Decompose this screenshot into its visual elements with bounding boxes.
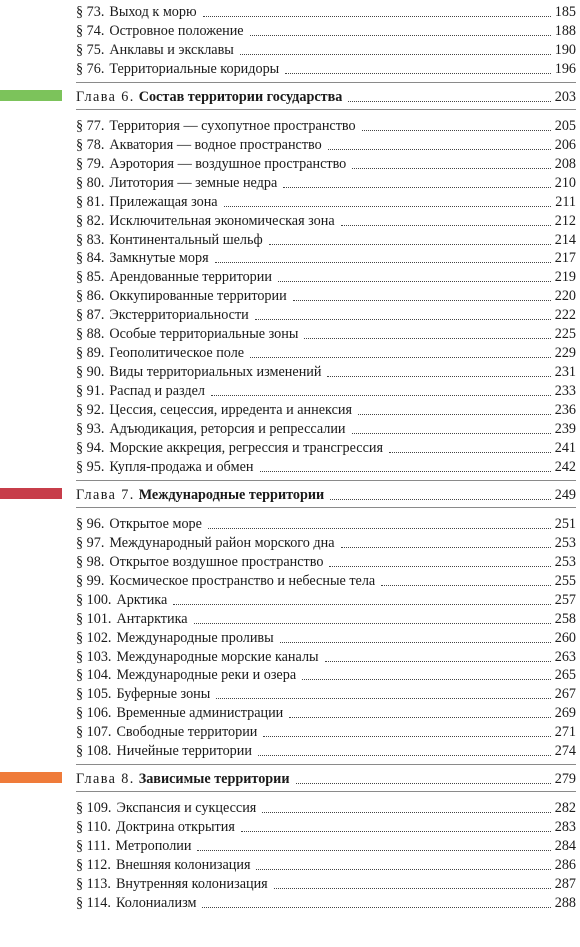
paragraph-number: § 114. (76, 894, 111, 911)
entry-title-group (76, 175, 277, 191)
page-number: 208 (554, 155, 576, 172)
dot-leader (211, 395, 551, 396)
page-number: 239 (554, 421, 576, 437)
chapter-title-group (76, 487, 324, 503)
entry-title-group (76, 838, 191, 854)
entry-title: Свободные территории (116, 724, 258, 741)
page-number: 251 (554, 515, 576, 532)
paragraph-number: § 102. (76, 629, 112, 646)
toc-entry[interactable] (76, 286, 576, 304)
entry-title: Доктрина открытия (115, 819, 235, 836)
entry-title: Акватория — водное пространство (109, 136, 322, 153)
toc-entry[interactable] (76, 893, 576, 911)
dot-leader (250, 35, 551, 36)
page-number: 222 (554, 307, 576, 324)
toc-entry[interactable] (76, 59, 576, 77)
toc-entry[interactable] (76, 855, 576, 873)
paragraph-number: § 73. (76, 4, 105, 20)
entry-title: Виды территориальных изменений (109, 364, 322, 381)
toc-entry[interactable] (76, 419, 576, 437)
paragraph-number: § 106. (76, 705, 112, 722)
entry-title: Анклавы и эксклавы (109, 41, 234, 58)
page-number: 229 (554, 345, 576, 362)
entry-title: Метрополии (115, 838, 192, 855)
chapter-title: Состав территории государства (138, 88, 343, 105)
toc-entry[interactable] (76, 590, 576, 608)
paragraph-number: § 88. (76, 326, 105, 343)
dot-leader (302, 679, 551, 680)
toc-entry[interactable] (76, 305, 576, 323)
dot-leader (241, 831, 551, 832)
toc-entry[interactable] (76, 154, 576, 172)
dot-leader (293, 300, 551, 301)
page-number: 282 (554, 800, 576, 817)
page-number: 257 (554, 591, 576, 608)
dot-leader (194, 623, 551, 624)
chapter-divider (76, 764, 576, 765)
entry-title: Островное положение (109, 22, 244, 39)
paragraph-number: § 75. (76, 41, 105, 58)
chapter-divider (76, 82, 576, 83)
paragraph-number: § 82. (76, 212, 105, 229)
page-number: 190 (554, 41, 576, 58)
chapter-divider (76, 507, 576, 508)
page-number: 253 (554, 553, 576, 570)
paragraph-number: § 96. (76, 515, 105, 532)
page-number: 225 (554, 326, 576, 343)
entry-title: Особые территориальные зоны (109, 326, 299, 343)
dot-leader (348, 101, 550, 102)
page-number: 211 (555, 193, 576, 210)
paragraph-number: § 84. (76, 250, 105, 267)
page-number: 263 (554, 648, 576, 665)
paragraph-number: § 104. (76, 667, 112, 684)
dot-leader (381, 585, 551, 586)
entry-title-group (76, 307, 249, 323)
dot-leader (325, 661, 551, 662)
paragraph-number: § 103. (76, 648, 112, 665)
entry-title-group (76, 42, 234, 58)
page-number: 271 (554, 724, 576, 741)
chapter-label: Глава 8. (76, 771, 135, 788)
dot-leader (352, 168, 550, 169)
entry-title-group (76, 250, 209, 266)
entry-title-group (76, 800, 256, 816)
dot-leader (202, 907, 550, 908)
paragraph-number: § 113. (76, 876, 111, 892)
dot-leader (224, 206, 552, 207)
entry-title-group (76, 724, 257, 740)
paragraph-number: § 83. (76, 231, 105, 248)
toc-entry[interactable] (76, 381, 576, 399)
paragraph-number: § 93. (76, 421, 105, 437)
entry-title: Континентальный шельф (109, 231, 263, 248)
paragraph-number: § 74. (76, 22, 105, 39)
dot-leader (197, 850, 550, 851)
toc-entry[interactable] (76, 135, 576, 153)
paragraph-number: § 91. (76, 383, 105, 400)
dot-leader (328, 149, 551, 150)
page-number: 287 (554, 876, 576, 892)
toc-entry[interactable] (76, 211, 576, 229)
entry-title: Космическое пространство и небесные тела (109, 572, 376, 589)
entry-title: Экстерриториальности (109, 307, 249, 324)
entry-title-group (76, 402, 352, 418)
page-number: 260 (554, 629, 576, 646)
toc-entry[interactable] (76, 514, 576, 532)
dot-leader (341, 547, 551, 548)
chapter-title: Зависимые территории (138, 771, 290, 788)
entry-title: Оккупированные территории (109, 288, 287, 305)
entry-title-group (76, 440, 383, 456)
paragraph-number: § 108. (76, 743, 112, 760)
paragraph-number: § 76. (76, 60, 105, 77)
entry-title: Открытое воздушное пространство (109, 553, 324, 570)
chapter-heading[interactable] (76, 769, 576, 787)
page-number: 265 (554, 667, 576, 684)
chapter-color-bar (0, 488, 62, 499)
dot-leader (329, 566, 550, 567)
page-number: 267 (554, 686, 576, 703)
page-number: 242 (554, 458, 576, 475)
entry-title-group (76, 326, 298, 342)
dot-leader (216, 698, 550, 699)
chapter-color-bar (0, 90, 62, 101)
dot-leader (283, 187, 550, 188)
page-number: 279 (554, 771, 576, 788)
toc-entry[interactable] (76, 609, 576, 627)
chapter-color-bar (0, 772, 62, 783)
page-number: 241 (554, 439, 576, 456)
entry-title-group (76, 611, 188, 627)
entry-title-group (76, 516, 202, 532)
entry-title-group (76, 345, 244, 361)
toc-entry[interactable] (76, 230, 576, 248)
toc-entry[interactable] (76, 343, 576, 361)
dot-leader (173, 604, 550, 605)
page-number: 219 (554, 269, 576, 286)
entry-title: Прилежащая зона (109, 193, 218, 210)
entry-title: Внешняя колонизация (115, 857, 251, 874)
entry-title: Антарктика (116, 610, 188, 627)
entry-title: Внутренняя колонизация (115, 876, 268, 892)
page-number: 220 (554, 288, 576, 305)
paragraph-number: § 94. (76, 439, 105, 456)
entry-title-group (76, 573, 375, 589)
dot-leader (274, 888, 551, 889)
paragraph-number: § 100. (76, 591, 112, 608)
chapter-title: Международные территории (138, 486, 325, 503)
paragraph-number: § 92. (76, 402, 105, 419)
page-number: 283 (554, 819, 576, 836)
page-number: 274 (554, 743, 576, 760)
chapter-divider (76, 480, 576, 481)
entry-title-group (76, 876, 268, 892)
page-number: 286 (554, 857, 576, 874)
dot-leader (330, 499, 550, 500)
dot-leader (260, 471, 551, 472)
entry-title-group (76, 61, 279, 77)
paragraph-number: § 86. (76, 288, 105, 305)
dot-leader (240, 54, 551, 55)
toc-entry[interactable] (76, 628, 576, 646)
toc-entry[interactable] (76, 40, 576, 58)
page-number: 185 (554, 4, 576, 20)
toc-entry[interactable] (76, 533, 576, 551)
entry-title: Международные реки и озера (116, 667, 297, 684)
dot-leader (208, 528, 551, 529)
page-number: 231 (554, 364, 576, 381)
entry-title-group (76, 421, 346, 437)
toc-entry[interactable] (76, 21, 576, 39)
entry-title: Адъюдикация, реторсия и репрессалии (109, 421, 346, 437)
toc-entry[interactable] (76, 438, 576, 456)
paragraph-number: § 78. (76, 136, 105, 153)
toc-entry[interactable] (76, 684, 576, 702)
entry-title-group (76, 383, 205, 399)
page-number: 269 (554, 705, 576, 722)
entry-title-group (76, 23, 244, 39)
dot-leader (341, 225, 551, 226)
paragraph-number: § 81. (76, 193, 105, 210)
toc-entry[interactable] (76, 116, 576, 134)
dot-leader (289, 717, 550, 718)
dot-leader (358, 414, 551, 415)
chapter-heading[interactable] (76, 485, 576, 503)
page-number: 284 (554, 838, 576, 855)
chapter-divider (76, 791, 576, 792)
entry-title: Открытое море (109, 515, 202, 532)
page-number: 210 (554, 174, 576, 191)
paragraph-number: § 80. (76, 174, 105, 191)
toc-entry[interactable] (76, 741, 576, 759)
page-number: 255 (554, 572, 576, 589)
paragraph-number: § 111. (76, 838, 111, 855)
chapter-divider (76, 109, 576, 110)
entry-title: Арктика (116, 591, 168, 608)
entry-title-group (76, 137, 322, 153)
entry-title: Литотория — земные недра (109, 174, 278, 191)
toc-entry[interactable] (76, 703, 576, 721)
dot-leader (285, 73, 551, 74)
entry-title: Ничейные территории (116, 743, 252, 760)
entry-title-group (76, 118, 356, 134)
dot-leader (362, 130, 551, 131)
page-number: 212 (554, 212, 576, 229)
toc-entry[interactable] (76, 362, 576, 380)
entry-title-group (76, 156, 346, 172)
entry-title: Экспансия и сукцессия (116, 800, 257, 817)
paragraph-number: § 79. (76, 155, 105, 172)
toc-entry[interactable] (76, 722, 576, 740)
paragraph-number: § 109. (76, 800, 112, 817)
page-number: 236 (554, 402, 576, 419)
toc-entry[interactable] (76, 324, 576, 342)
entry-title: Международные проливы (116, 629, 274, 646)
dot-leader (258, 755, 551, 756)
dot-leader (327, 376, 550, 377)
page-number: 205 (554, 117, 576, 134)
chapter-label: Глава 6. (76, 88, 135, 105)
entry-title: Территория — сухопутное пространство (109, 117, 356, 134)
page-number: 214 (554, 231, 576, 248)
entry-title-group (76, 667, 296, 683)
toc-entry[interactable] (76, 457, 576, 475)
entry-title-group (76, 630, 274, 646)
paragraph-number: § 87. (76, 307, 105, 324)
entry-title: Временные администрации (116, 705, 284, 722)
entry-title: Международный район морского дна (109, 534, 335, 551)
paragraph-number: § 110. (76, 819, 111, 836)
dot-leader (255, 319, 551, 320)
toc-entry[interactable] (76, 836, 576, 854)
page-number: 217 (554, 250, 576, 267)
entry-title: Исключительная экономическая зона (109, 212, 335, 229)
dot-leader (203, 16, 551, 17)
dot-leader (389, 452, 551, 453)
page-number: 206 (554, 136, 576, 153)
entry-title-group (76, 705, 283, 721)
toc-entry[interactable] (76, 173, 576, 191)
entry-title: Территориальные коридоры (109, 60, 280, 77)
dot-leader (352, 433, 551, 434)
toc-entry[interactable] (76, 400, 576, 418)
entry-title: Аэротория — воздушное пространство (109, 155, 347, 172)
entry-title-group (76, 213, 335, 229)
entry-title: Купля-продажа и обмен (109, 458, 254, 475)
paragraph-number: § 101. (76, 610, 112, 627)
paragraph-number: § 112. (76, 857, 111, 874)
chapter-heading[interactable] (76, 87, 576, 105)
toc-entry[interactable] (76, 2, 576, 20)
dot-leader (256, 869, 550, 870)
entry-title-group (76, 649, 319, 665)
entry-title: Выход к морю (109, 4, 197, 20)
entry-title: Геополитическое поле (109, 345, 245, 362)
entry-title-group (76, 819, 235, 835)
toc-entry[interactable] (76, 571, 576, 589)
toc-entry[interactable] (76, 267, 576, 285)
dot-leader (269, 244, 551, 245)
chapter-title-group (76, 771, 290, 787)
paragraph-number: § 77. (76, 117, 105, 134)
entry-title-group (76, 232, 263, 248)
entry-title: Международные морские каналы (116, 648, 319, 665)
entry-title-group (76, 895, 196, 911)
entry-title: Замкнутые моря (109, 250, 209, 267)
page-number: 233 (554, 383, 576, 400)
paragraph-number: § 95. (76, 458, 105, 475)
entry-title-group (76, 194, 218, 210)
page-number: 196 (554, 60, 576, 77)
entry-title: Буферные зоны (116, 686, 211, 703)
chapter-label: Глава 7. (76, 486, 135, 503)
paragraph-number: § 107. (76, 724, 112, 741)
dot-leader (215, 262, 551, 263)
page-number: 258 (554, 610, 576, 627)
entry-title-group (76, 592, 167, 608)
dot-leader (263, 736, 550, 737)
toc-entry[interactable] (76, 798, 576, 816)
chapter-title-group (76, 89, 342, 105)
entry-title-group (76, 554, 323, 570)
toc-entry[interactable] (76, 192, 576, 210)
entry-title-group (76, 269, 272, 285)
paragraph-number: § 90. (76, 364, 105, 381)
paragraph-number: § 105. (76, 686, 112, 703)
entry-title: Колониализм (115, 894, 197, 911)
entry-title-group (76, 535, 335, 551)
entry-title-group (76, 288, 287, 304)
entry-title-group (76, 364, 321, 380)
dot-leader (296, 783, 551, 784)
paragraph-number: § 85. (76, 269, 105, 286)
page-number: 203 (554, 88, 576, 105)
paragraph-number: § 97. (76, 534, 105, 551)
dot-leader (262, 812, 550, 813)
toc-entry[interactable] (76, 552, 576, 570)
entry-title: Распад и раздел (109, 383, 205, 400)
page-number: 253 (554, 534, 576, 551)
dot-leader (304, 338, 550, 339)
entry-title: Арендованные территории (109, 269, 272, 286)
dot-leader (278, 281, 551, 282)
entry-title-group (76, 686, 210, 702)
toc-entry[interactable] (76, 874, 576, 892)
toc-entry[interactable] (76, 647, 576, 665)
entry-title-group (76, 857, 250, 873)
page-number: 249 (554, 486, 576, 503)
entry-title-group (76, 459, 254, 475)
entry-title-group (76, 4, 197, 20)
page-number: 288 (554, 894, 576, 911)
paragraph-number: § 89. (76, 345, 105, 362)
dot-leader (250, 357, 551, 358)
paragraph-number: § 98. (76, 553, 105, 570)
toc-entry[interactable] (76, 248, 576, 266)
page-number: 188 (554, 22, 576, 39)
entry-title: Цессия, сецессия, ирредента и аннексия (109, 402, 352, 419)
dot-leader (280, 642, 551, 643)
toc-entry[interactable] (76, 665, 576, 683)
paragraph-number: § 99. (76, 572, 105, 589)
entry-title-group (76, 743, 252, 759)
toc-entry[interactable] (76, 817, 576, 835)
entry-title: Морские аккреция, регрессия и трансгрессия (109, 439, 384, 456)
